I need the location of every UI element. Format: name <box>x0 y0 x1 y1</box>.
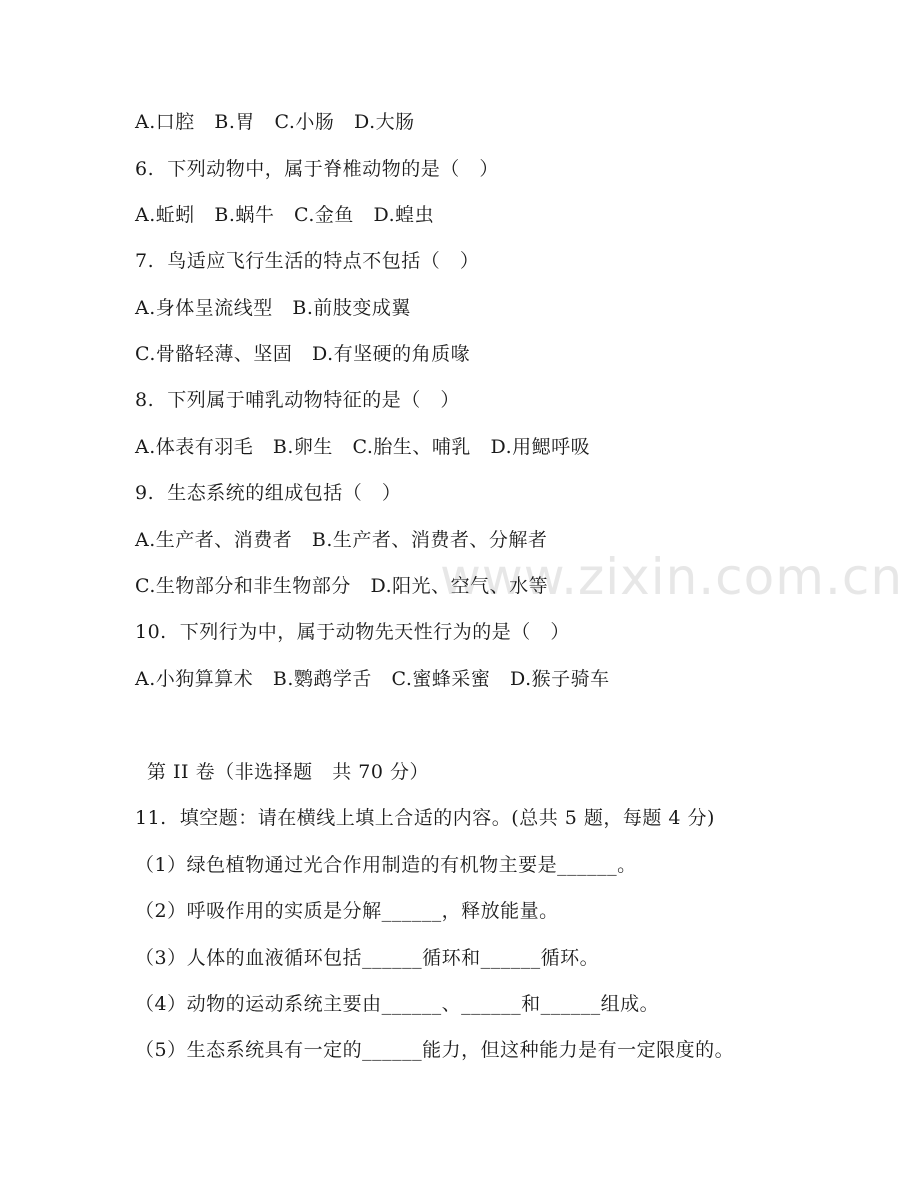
q8-question: 8. 下列属于哺乳动物特征的是（ ） <box>135 389 460 411</box>
q6-options: A.蚯蚓 B.蜗牛 C.金鱼 D.蝗虫 <box>135 204 435 226</box>
section-title: 第 II 卷（非选择题 共 70 分） <box>147 761 429 783</box>
q7-options-ab: A.身体呈流线型 B.前肢变成翼 <box>135 297 411 319</box>
q10-question: 10. 下列行为中，属于动物先天性行为的是（ ） <box>135 621 570 643</box>
q11-item-3: （3）人体的血液循环包括______循环和______循环。 <box>135 947 600 969</box>
q7-options-cd: C.骨骼轻薄、坚固 D.有坚硬的角质喙 <box>135 343 471 365</box>
q9-question: 9. 生态系统的组成包括（ ） <box>135 482 402 504</box>
q11-item-2: （2）呼吸作用的实质是分解______，释放能量。 <box>135 900 559 922</box>
q11-question: 11. 填空题：请在横线上填上合适的内容。(总共 5 题，每题 4 分) <box>135 807 715 829</box>
watermark: www.zixin.com.cn <box>440 548 904 606</box>
q11-item-1: （1）绿色植物通过光合作用制造的有机物主要是______。 <box>135 854 637 876</box>
q11-item-5: （5）生态系统具有一定的______能力，但这种能力是有一定限度的。 <box>135 1039 735 1061</box>
q7-question: 7. 鸟适应飞行生活的特点不包括（ ） <box>135 250 480 272</box>
q9-options-ab: A.生产者、消费者 B.生产者、消费者、分解者 <box>135 529 548 551</box>
q9-options-cd: C.生物部分和非生物部分 D.阳光、空气、水等 <box>135 575 549 597</box>
q10-options: A.小狗算算术 B.鹦鹉学舌 C.蜜蜂采蜜 D.猴子骑车 <box>135 668 610 690</box>
q6-question: 6. 下列动物中，属于脊椎动物的是（ ） <box>135 158 499 180</box>
q11-item-4: （4）动物的运动系统主要由______、______和______组成。 <box>135 993 660 1015</box>
q8-options: A.体表有羽毛 B.卵生 C.胎生、哺乳 D.用鳃呼吸 <box>135 436 591 458</box>
q5-options: A.口腔 B.胃 C.小肠 D.大肠 <box>135 111 415 133</box>
